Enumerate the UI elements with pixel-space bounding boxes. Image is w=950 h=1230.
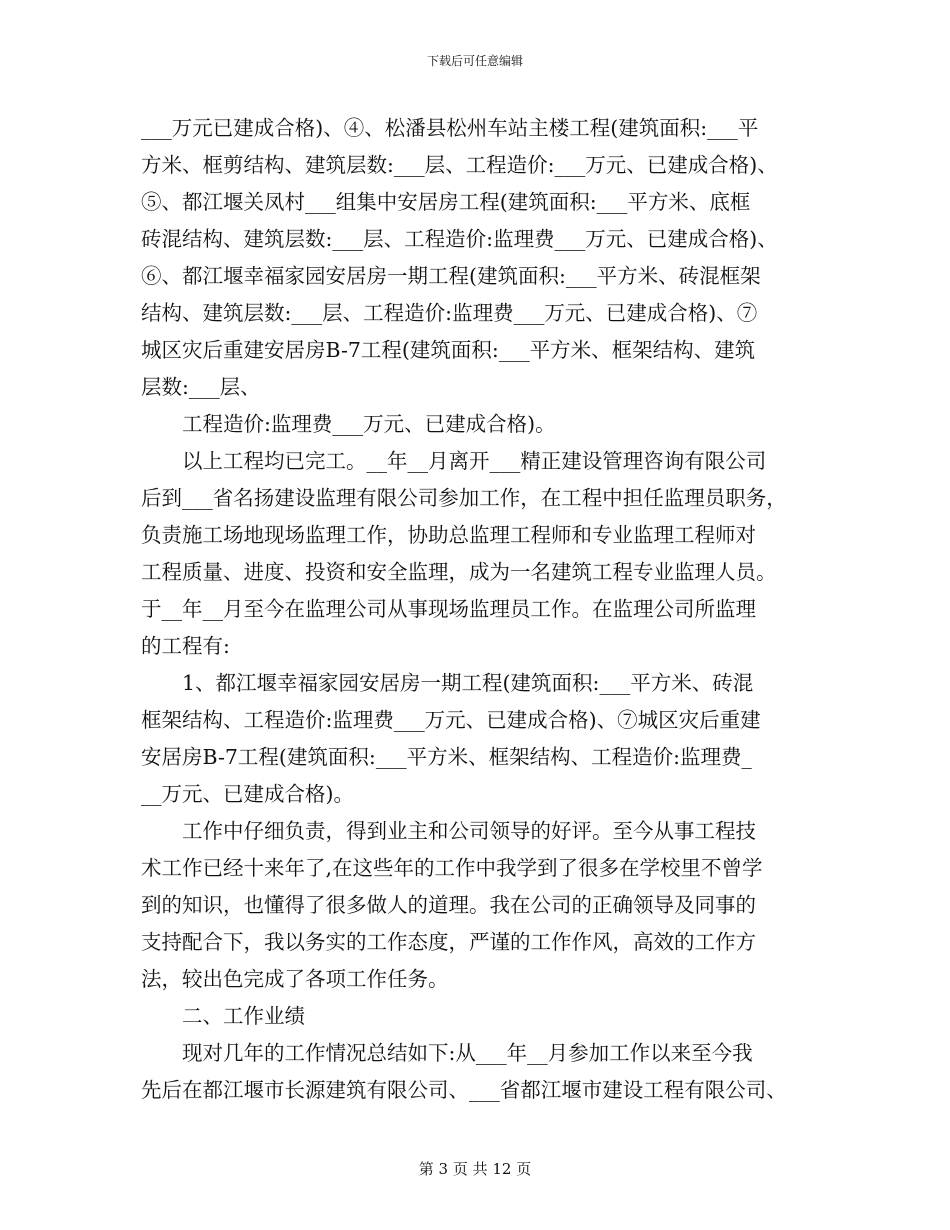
paragraph-start-line: 以上工程均已完工。__年__月离开___精正建设管理咨询有限公司: [182, 449, 767, 473]
text-line: ⑤、都江堰关凤村___组集中安居房工程(建筑面积:___平方米、底框: [141, 190, 751, 214]
paragraph-start-line: 1、都江堰幸福家园安居房一期工程(建筑面积:___平方米、砖混: [182, 671, 754, 695]
paragraph-start-line: 工程造价:监理费___万元、已建成合格)。: [182, 412, 556, 436]
page-number: 第 3 页 共 12 页: [418, 1160, 532, 1178]
text-line: 结构、建筑层数:___层、工程造价:监理费___万元、已建成合格)、⑦: [141, 301, 758, 325]
text-line: 后到___省名扬建设监理有限公司参加工作，在工程中担任监理员职务，: [141, 486, 787, 510]
text-line: 于__年__月至今在监理公司从事现场监理员工作。在监理公司所监理: [141, 597, 756, 621]
document-body: [141, 110, 821, 1109]
text-line: ___万元已建成合格)、④、松潘县松州车站主楼工程(建筑面积:___平: [141, 116, 759, 140]
text-line: 到的知识，也懂得了很多做人的道理。我在公司的正确领导及同事的: [141, 893, 756, 917]
page-header-note: 下载后可任意编辑: [426, 54, 523, 68]
text-line: 的工程有:: [141, 634, 230, 658]
text-line: ⑥、都江堰幸福家园安居房一期工程(建筑面积:___平方米、砖混框架: [141, 264, 761, 288]
text-line: 负责施工场地现场监理工作，协助总监理工程师和专业监理工程师对: [141, 523, 756, 547]
text-line: 先后在都江堰市长源建筑有限公司、___省都江堰市建设工程有限公司、: [141, 1078, 787, 1102]
paragraph-start-line: 现对几年的工作情况总结如下:从___年__月参加工作以来至今我: [182, 1041, 753, 1065]
text-line: 工程质量、进度、投资和安全监理，成为一名建筑工程专业监理人员。: [141, 560, 777, 584]
paragraph-start-line: 工作中仔细负责，得到业主和公司领导的好评。至今从事工程技: [182, 819, 756, 843]
text-line: 支持配合下，我以务实的工作态度，严谨的工作作风，高效的工作方: [141, 930, 756, 954]
text-line: 城区灾后重建安居房B-7工程(建筑面积:___平方米、框架结构、建筑: [141, 338, 756, 362]
text-line: 法，较出色完成了各项工作任务。: [141, 967, 449, 991]
section-heading: 二、工作业绩: [182, 1004, 305, 1028]
text-line: 层数:___层、: [141, 375, 261, 399]
text-line: 安居房B-7工程(建筑面积:___平方米、框架结构、工程造价:监理费_: [141, 745, 752, 769]
text-line: __万元、已建成合格)。: [141, 782, 354, 806]
text-line: 框架结构、工程造价:监理费___万元、已建成合格)、⑦城区灾后重建: [141, 708, 761, 732]
text-line: 术工作已经十来年了,在这些年的工作中我学到了很多在学校里不曾学: [141, 856, 763, 880]
text-line: 砖混结构、建筑层数:___层、工程造价:监理费___万元、已建成合格)、: [141, 227, 778, 251]
text-line: 方米、框剪结构、建筑层数:___层、工程造价:___万元、已建成合格)、: [141, 153, 778, 177]
